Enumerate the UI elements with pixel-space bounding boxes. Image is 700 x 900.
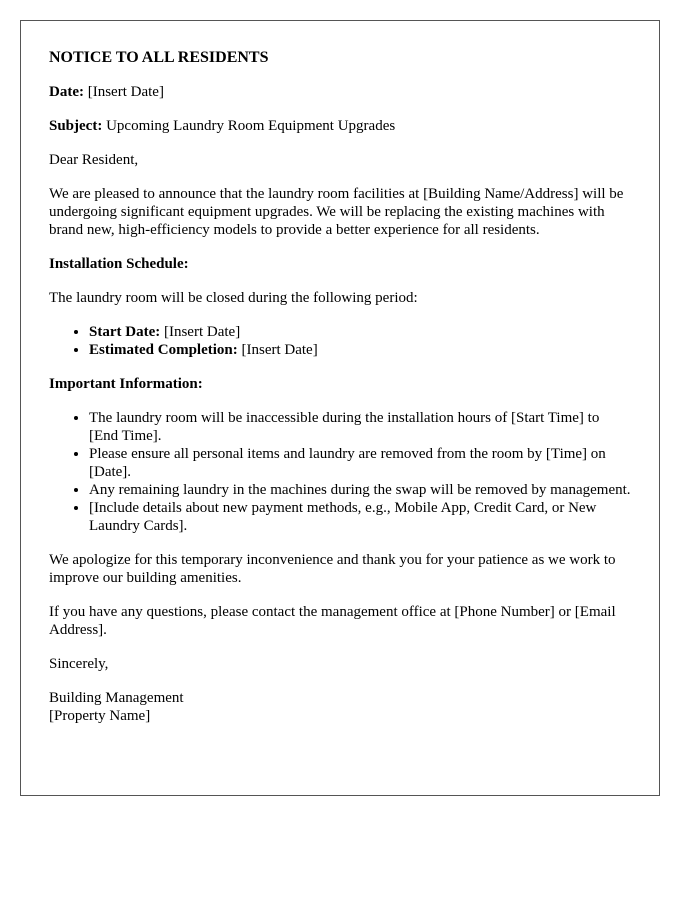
signature-line-2: [Property Name] [49, 708, 151, 724]
subject-line [49, 117, 631, 135]
start-date-label: Start Date: [89, 324, 161, 340]
apology-paragraph: We apologize for this temporary inconvenience and thank you for your patience as we work to improve our building amenities. [49, 552, 616, 586]
intro-paragraph: We are pleased to announce that the laundry room facilities at [Building Name/Address] will be undergoing significant equipment upgrades. We will be replacing the existing machines with brand new, high-efficiency models to provide a better experience for all residents. [49, 186, 624, 238]
list-item: • Any remaining laundry in the machines during the swap will be removed by management. [89, 481, 631, 499]
completion-label: Estimated Completion: [89, 342, 238, 358]
completion-value: [Insert Date] [237, 342, 318, 358]
info-heading [49, 375, 631, 393]
info-heading-text: Important Information: [49, 376, 203, 392]
date-value: [Insert Date] [83, 84, 164, 100]
date-line [49, 83, 631, 101]
subject-label: Subject: [49, 118, 103, 134]
closing: Sincerely, [49, 656, 109, 672]
schedule-intro: The laundry room will be closed during the following period: [49, 290, 418, 306]
schedule-list [49, 323, 631, 359]
list-item [89, 341, 631, 359]
list-item: • Please ensure all personal items and laundry are removed from the room by [Time] on [Date]. [89, 445, 631, 481]
schedule-heading-text: Installation Schedule: [49, 256, 189, 272]
contact-paragraph: If you have any questions, please contact the management office at [Phone Number] or [Email Address]. [49, 604, 616, 638]
list-item: • The laundry room will be inaccessible during the installation hours of [Start Time] to [End Time]. [89, 409, 631, 445]
info-list [49, 409, 631, 535]
schedule-heading [49, 255, 631, 273]
greeting: Dear Resident, [49, 152, 139, 168]
signature-line-1: Building Management [49, 690, 184, 706]
notice-heading: NOTICE TO ALL RESIDENTS [49, 49, 269, 66]
signature-block [49, 689, 631, 725]
subject-value: Upcoming Laundry Room Equipment Upgrades [102, 118, 396, 134]
date-label: Date: [49, 84, 84, 100]
list-item [89, 323, 631, 341]
start-date-value: [Insert Date] [160, 324, 241, 340]
notice-document [20, 20, 660, 796]
list-item: • [Include details about new payment methods, e.g., Mobile App, Credit Card, or New Laundry Cards]. [89, 499, 631, 535]
